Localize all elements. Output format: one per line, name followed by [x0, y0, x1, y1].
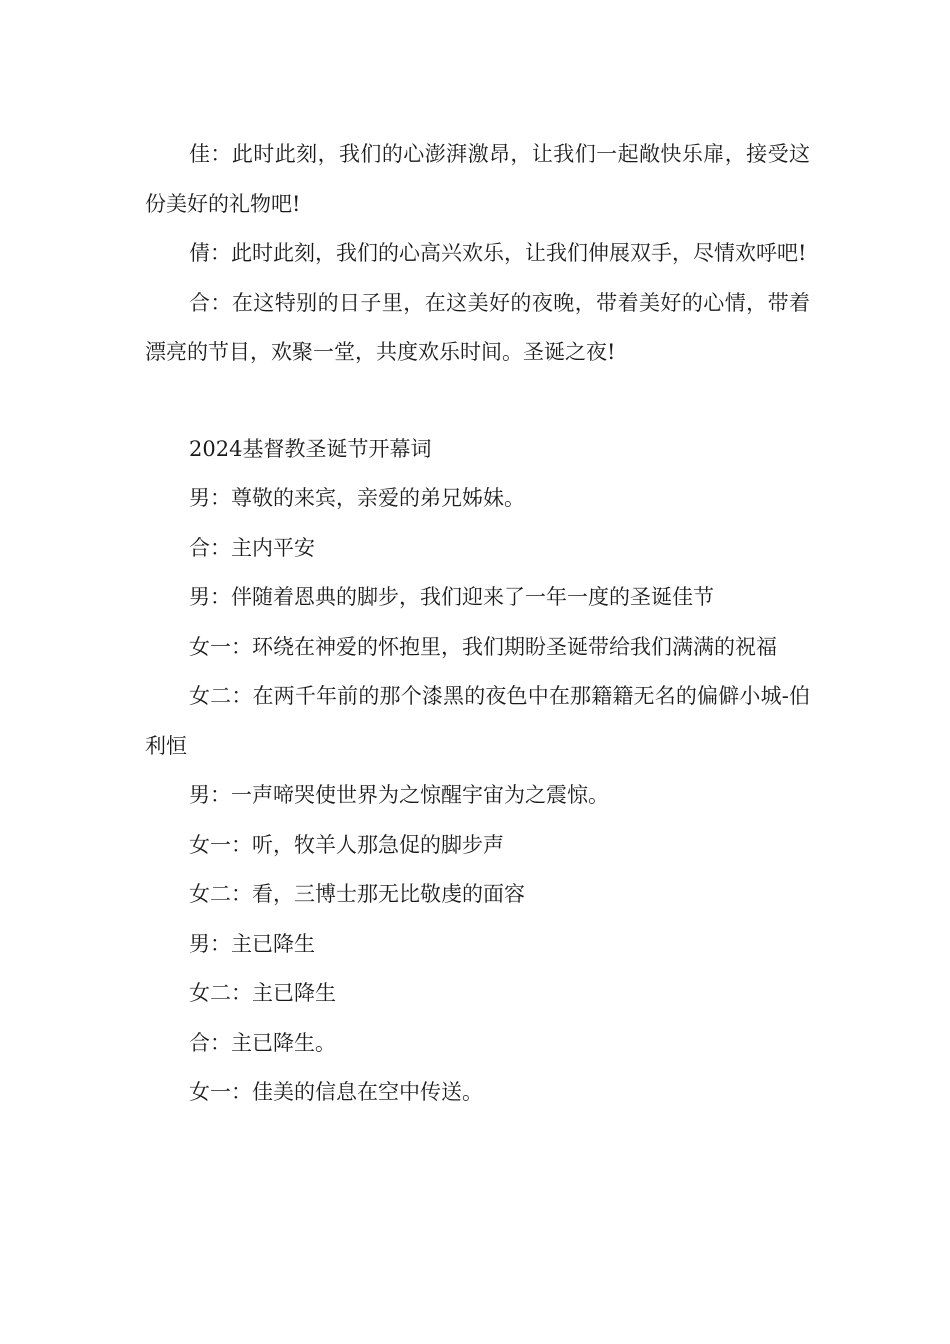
line-10: 女二：主已降生 — [189, 981, 336, 1005]
section-title: 2024基督教圣诞节开幕词 — [189, 436, 432, 461]
line-7: 女一：听，牧羊人那急促的脚步声 — [189, 832, 504, 857]
line-9: 男：主已降生 — [189, 931, 315, 956]
line-12: 女一：佳美的信息在空中传送。 — [189, 1080, 483, 1104]
paragraph-he: 合：在这特别的日子里，在这美好的夜晚，带着美好的心情，带着漂亮的节目，欢聚一堂，共度欢乐时间。圣诞之夜! — [145, 290, 810, 364]
line-11: 合：主已降生。 — [189, 1030, 336, 1055]
line-6: 男：一声啼哭使世界为之惊醒宇宙为之震惊。 — [189, 783, 609, 807]
line-2: 合：主内平安 — [189, 535, 315, 560]
line-5: 女二：在两千年前的那个漆黑的夜色中在那籍籍无名的偏僻小城-伯利恒 — [145, 684, 810, 758]
paragraph-qian: 倩：此时此刻，我们的心高兴欢乐，让我们伸展双手，尽情欢呼吧! — [189, 241, 807, 265]
paragraph-jia: 佳：此时此刻，我们的心澎湃激昂，让我们一起敞快乐扉，接受这份美好的礼物吧! — [145, 142, 810, 216]
document-body — [145, 130, 810, 1118]
line-4: 女一：环绕在神爱的怀抱里，我们期盼圣诞带给我们满满的祝福 — [189, 634, 777, 659]
line-3: 男：伴随着恩典的脚步，我们迎来了一年一度的圣诞佳节 — [189, 585, 714, 609]
line-1: 男：尊敬的来宾，亲爱的弟兄姊妹。 — [189, 486, 525, 510]
line-8: 女二：看，三博士那无比敬虔的面容 — [189, 882, 525, 906]
